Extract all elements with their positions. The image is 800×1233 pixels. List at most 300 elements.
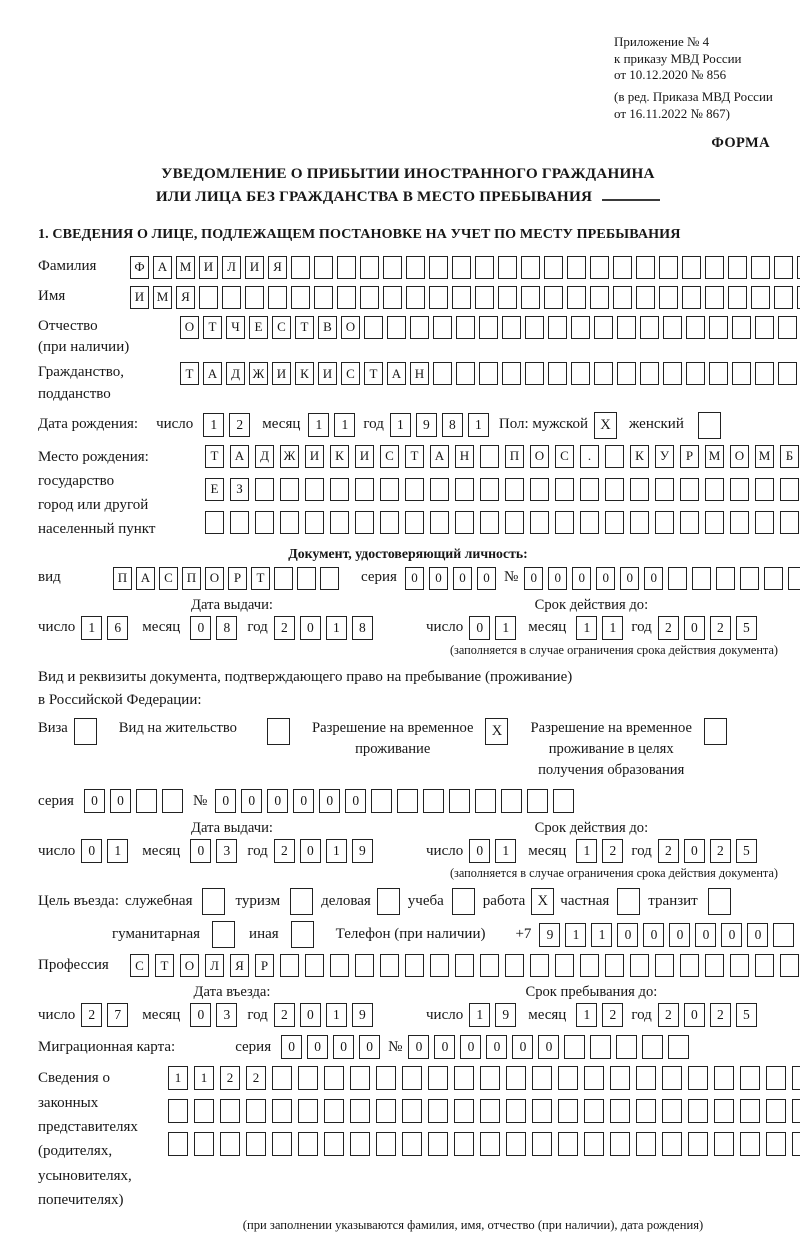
char-box[interactable]: . bbox=[580, 445, 599, 468]
char-box[interactable]: 0 bbox=[215, 789, 236, 813]
char-box[interactable]: 9 bbox=[416, 413, 437, 437]
char-box[interactable] bbox=[590, 256, 609, 279]
char-box[interactable] bbox=[532, 1099, 552, 1123]
char-box[interactable] bbox=[360, 286, 379, 309]
char-box[interactable] bbox=[405, 954, 424, 977]
char-box[interactable] bbox=[452, 256, 471, 279]
char-box[interactable] bbox=[680, 954, 699, 977]
char-box[interactable]: С bbox=[555, 445, 574, 468]
char-box[interactable]: 0 bbox=[617, 923, 638, 947]
char-box[interactable] bbox=[716, 567, 735, 590]
char-box[interactable]: 0 bbox=[596, 567, 615, 590]
char-box[interactable] bbox=[610, 1066, 630, 1090]
char-box[interactable]: 0 bbox=[524, 567, 543, 590]
char-box[interactable] bbox=[584, 1099, 604, 1123]
char-box[interactable] bbox=[755, 511, 774, 534]
char-box[interactable]: 0 bbox=[477, 567, 496, 590]
char-box[interactable]: О bbox=[180, 954, 199, 977]
checkbox[interactable] bbox=[452, 888, 475, 915]
checkbox[interactable] bbox=[74, 718, 97, 745]
char-box[interactable] bbox=[230, 511, 249, 534]
char-box[interactable] bbox=[571, 362, 590, 385]
char-box[interactable] bbox=[558, 1066, 578, 1090]
char-box[interactable]: 2 bbox=[602, 839, 623, 863]
char-box[interactable] bbox=[162, 789, 183, 813]
char-box[interactable] bbox=[714, 1066, 734, 1090]
char-box[interactable]: 3 bbox=[216, 1003, 237, 1027]
char-box[interactable] bbox=[617, 362, 636, 385]
char-box[interactable]: 0 bbox=[695, 923, 716, 947]
char-box[interactable]: 0 bbox=[643, 923, 664, 947]
char-box[interactable]: Ж bbox=[280, 445, 299, 468]
char-box[interactable] bbox=[714, 1099, 734, 1123]
char-box[interactable]: 9 bbox=[352, 839, 373, 863]
char-box[interactable]: Т bbox=[295, 316, 314, 339]
char-box[interactable]: П bbox=[182, 567, 201, 590]
char-box[interactable] bbox=[364, 316, 383, 339]
char-box[interactable]: 5 bbox=[736, 839, 757, 863]
checkbox[interactable] bbox=[202, 888, 225, 915]
char-box[interactable]: 1 bbox=[81, 616, 102, 640]
char-box[interactable] bbox=[337, 286, 356, 309]
char-box[interactable] bbox=[480, 478, 499, 501]
char-box[interactable] bbox=[616, 1035, 637, 1059]
char-box[interactable] bbox=[594, 362, 613, 385]
char-box[interactable]: 1 bbox=[591, 923, 612, 947]
char-box[interactable]: Р bbox=[680, 445, 699, 468]
char-box[interactable]: 0 bbox=[684, 839, 705, 863]
char-box[interactable]: Н bbox=[410, 362, 429, 385]
char-box[interactable] bbox=[387, 316, 406, 339]
char-box[interactable] bbox=[659, 286, 678, 309]
char-box[interactable]: 2 bbox=[274, 616, 295, 640]
char-box[interactable]: А bbox=[387, 362, 406, 385]
char-box[interactable] bbox=[636, 1099, 656, 1123]
char-box[interactable]: 0 bbox=[469, 616, 490, 640]
char-box[interactable] bbox=[479, 362, 498, 385]
char-box[interactable]: 0 bbox=[110, 789, 131, 813]
char-box[interactable] bbox=[766, 1099, 786, 1123]
char-box[interactable] bbox=[705, 511, 724, 534]
char-box[interactable] bbox=[430, 478, 449, 501]
char-box[interactable] bbox=[454, 1099, 474, 1123]
char-box[interactable]: 0 bbox=[429, 567, 448, 590]
char-box[interactable]: И bbox=[355, 445, 374, 468]
char-box[interactable] bbox=[780, 511, 799, 534]
char-box[interactable] bbox=[640, 316, 659, 339]
char-box[interactable] bbox=[530, 511, 549, 534]
char-box[interactable] bbox=[255, 511, 274, 534]
char-box[interactable] bbox=[272, 1099, 292, 1123]
char-box[interactable] bbox=[558, 1132, 578, 1156]
char-box[interactable]: 2 bbox=[229, 413, 250, 437]
char-box[interactable] bbox=[168, 1099, 188, 1123]
char-box[interactable]: 0 bbox=[684, 616, 705, 640]
char-box[interactable]: Л bbox=[205, 954, 224, 977]
char-box[interactable]: 2 bbox=[658, 839, 679, 863]
char-box[interactable] bbox=[617, 316, 636, 339]
char-box[interactable]: О bbox=[530, 445, 549, 468]
char-box[interactable] bbox=[714, 1132, 734, 1156]
char-box[interactable] bbox=[371, 789, 392, 813]
char-box[interactable] bbox=[501, 789, 522, 813]
char-box[interactable]: О bbox=[341, 316, 360, 339]
char-box[interactable] bbox=[732, 316, 751, 339]
char-box[interactable]: 0 bbox=[548, 567, 567, 590]
checkbox[interactable] bbox=[708, 888, 731, 915]
char-box[interactable] bbox=[530, 954, 549, 977]
char-box[interactable]: 5 bbox=[736, 616, 757, 640]
char-box[interactable] bbox=[480, 1099, 500, 1123]
char-box[interactable] bbox=[610, 1099, 630, 1123]
char-box[interactable]: Я bbox=[230, 954, 249, 977]
char-box[interactable]: 2 bbox=[81, 1003, 102, 1027]
char-box[interactable] bbox=[605, 445, 624, 468]
char-box[interactable]: П bbox=[113, 567, 132, 590]
char-box[interactable] bbox=[291, 256, 310, 279]
char-box[interactable]: 2 bbox=[658, 1003, 679, 1027]
char-box[interactable]: Я bbox=[268, 256, 287, 279]
char-box[interactable] bbox=[792, 1099, 800, 1123]
char-box[interactable] bbox=[751, 256, 770, 279]
char-box[interactable] bbox=[630, 954, 649, 977]
char-box[interactable] bbox=[360, 256, 379, 279]
char-box[interactable]: 0 bbox=[669, 923, 690, 947]
char-box[interactable] bbox=[688, 1066, 708, 1090]
char-box[interactable] bbox=[553, 789, 574, 813]
char-box[interactable] bbox=[594, 316, 613, 339]
char-box[interactable] bbox=[548, 316, 567, 339]
char-box[interactable] bbox=[456, 362, 475, 385]
char-box[interactable] bbox=[222, 286, 241, 309]
char-box[interactable]: 1 bbox=[326, 616, 347, 640]
char-box[interactable]: 0 bbox=[300, 616, 321, 640]
checkbox[interactable]: X bbox=[485, 718, 508, 745]
char-box[interactable]: 2 bbox=[710, 616, 731, 640]
char-box[interactable]: М bbox=[705, 445, 724, 468]
char-box[interactable] bbox=[580, 478, 599, 501]
char-box[interactable]: 9 bbox=[352, 1003, 373, 1027]
char-box[interactable] bbox=[655, 478, 674, 501]
char-box[interactable] bbox=[636, 1066, 656, 1090]
char-box[interactable] bbox=[246, 1099, 266, 1123]
char-box[interactable] bbox=[636, 256, 655, 279]
char-box[interactable] bbox=[688, 1099, 708, 1123]
char-box[interactable]: Т bbox=[155, 954, 174, 977]
char-box[interactable] bbox=[402, 1132, 422, 1156]
char-box[interactable]: 9 bbox=[495, 1003, 516, 1027]
char-box[interactable] bbox=[376, 1132, 396, 1156]
char-box[interactable] bbox=[555, 478, 574, 501]
char-box[interactable]: З bbox=[230, 478, 249, 501]
char-box[interactable]: 0 bbox=[359, 1035, 380, 1059]
char-box[interactable] bbox=[350, 1099, 370, 1123]
char-box[interactable]: 0 bbox=[84, 789, 105, 813]
char-box[interactable]: 0 bbox=[190, 839, 211, 863]
char-box[interactable]: 1 bbox=[468, 413, 489, 437]
char-box[interactable]: И bbox=[318, 362, 337, 385]
char-box[interactable] bbox=[376, 1099, 396, 1123]
char-box[interactable] bbox=[662, 1099, 682, 1123]
char-box[interactable] bbox=[521, 286, 540, 309]
char-box[interactable]: А bbox=[153, 256, 172, 279]
char-box[interactable] bbox=[751, 286, 770, 309]
char-box[interactable] bbox=[655, 511, 674, 534]
char-box[interactable] bbox=[136, 789, 157, 813]
char-box[interactable] bbox=[305, 954, 324, 977]
char-box[interactable]: С bbox=[380, 445, 399, 468]
char-box[interactable]: О bbox=[180, 316, 199, 339]
char-box[interactable]: 1 bbox=[168, 1066, 188, 1090]
char-box[interactable] bbox=[479, 316, 498, 339]
char-box[interactable]: 0 bbox=[512, 1035, 533, 1059]
char-box[interactable]: Ф bbox=[130, 256, 149, 279]
char-box[interactable]: 0 bbox=[267, 789, 288, 813]
char-box[interactable] bbox=[544, 256, 563, 279]
char-box[interactable]: С bbox=[272, 316, 291, 339]
char-box[interactable]: Б bbox=[780, 445, 799, 468]
char-box[interactable] bbox=[505, 478, 524, 501]
char-box[interactable] bbox=[305, 511, 324, 534]
char-box[interactable]: Т bbox=[203, 316, 222, 339]
char-box[interactable]: Д bbox=[226, 362, 245, 385]
char-box[interactable]: 1 bbox=[576, 1003, 597, 1027]
char-box[interactable] bbox=[774, 286, 793, 309]
char-box[interactable]: 0 bbox=[405, 567, 424, 590]
char-box[interactable] bbox=[405, 478, 424, 501]
char-box[interactable] bbox=[705, 478, 724, 501]
char-box[interactable] bbox=[610, 1132, 630, 1156]
char-box[interactable]: Л bbox=[222, 256, 241, 279]
char-box[interactable] bbox=[571, 316, 590, 339]
char-box[interactable] bbox=[764, 567, 783, 590]
char-box[interactable] bbox=[324, 1099, 344, 1123]
char-box[interactable] bbox=[682, 256, 701, 279]
char-box[interactable] bbox=[428, 1066, 448, 1090]
char-box[interactable] bbox=[584, 1066, 604, 1090]
char-box[interactable]: 0 bbox=[190, 1003, 211, 1027]
char-box[interactable]: 8 bbox=[216, 616, 237, 640]
char-box[interactable]: 0 bbox=[644, 567, 663, 590]
char-box[interactable]: 0 bbox=[434, 1035, 455, 1059]
char-box[interactable] bbox=[475, 256, 494, 279]
char-box[interactable] bbox=[564, 1035, 585, 1059]
char-box[interactable]: 5 bbox=[736, 1003, 757, 1027]
char-box[interactable] bbox=[613, 286, 632, 309]
char-box[interactable]: 3 bbox=[216, 839, 237, 863]
char-box[interactable] bbox=[423, 789, 444, 813]
char-box[interactable] bbox=[314, 256, 333, 279]
char-box[interactable] bbox=[454, 1066, 474, 1090]
char-box[interactable]: К bbox=[295, 362, 314, 385]
char-box[interactable] bbox=[525, 362, 544, 385]
char-box[interactable] bbox=[780, 478, 799, 501]
char-box[interactable]: 2 bbox=[274, 1003, 295, 1027]
checkbox[interactable] bbox=[704, 718, 727, 745]
char-box[interactable] bbox=[430, 954, 449, 977]
char-box[interactable] bbox=[168, 1132, 188, 1156]
char-box[interactable]: 0 bbox=[747, 923, 768, 947]
char-box[interactable]: 9 bbox=[539, 923, 560, 947]
char-box[interactable] bbox=[774, 256, 793, 279]
char-box[interactable] bbox=[506, 1132, 526, 1156]
char-box[interactable] bbox=[330, 478, 349, 501]
char-box[interactable]: 2 bbox=[710, 839, 731, 863]
char-box[interactable]: 0 bbox=[300, 839, 321, 863]
char-box[interactable]: 2 bbox=[710, 1003, 731, 1027]
char-box[interactable]: У bbox=[655, 445, 674, 468]
char-box[interactable] bbox=[480, 954, 499, 977]
char-box[interactable]: Е bbox=[249, 316, 268, 339]
char-box[interactable] bbox=[502, 362, 521, 385]
char-box[interactable]: 0 bbox=[460, 1035, 481, 1059]
char-box[interactable] bbox=[686, 362, 705, 385]
checkbox[interactable] bbox=[698, 412, 721, 439]
checkbox[interactable]: X bbox=[531, 888, 554, 915]
checkbox[interactable] bbox=[290, 888, 313, 915]
char-box[interactable]: Ж bbox=[249, 362, 268, 385]
char-box[interactable]: М bbox=[755, 445, 774, 468]
char-box[interactable] bbox=[636, 286, 655, 309]
char-box[interactable] bbox=[680, 511, 699, 534]
char-box[interactable] bbox=[383, 286, 402, 309]
char-box[interactable]: 1 bbox=[495, 839, 516, 863]
char-box[interactable]: И bbox=[199, 256, 218, 279]
char-box[interactable] bbox=[766, 1132, 786, 1156]
char-box[interactable]: С bbox=[130, 954, 149, 977]
char-box[interactable] bbox=[755, 954, 774, 977]
char-box[interactable] bbox=[428, 1132, 448, 1156]
char-box[interactable] bbox=[740, 1132, 760, 1156]
char-box[interactable]: 0 bbox=[408, 1035, 429, 1059]
char-box[interactable]: Р bbox=[228, 567, 247, 590]
char-box[interactable] bbox=[755, 478, 774, 501]
char-box[interactable] bbox=[380, 954, 399, 977]
char-box[interactable] bbox=[480, 445, 499, 468]
char-box[interactable] bbox=[668, 567, 687, 590]
char-box[interactable] bbox=[766, 1066, 786, 1090]
char-box[interactable] bbox=[274, 567, 293, 590]
char-box[interactable] bbox=[449, 789, 470, 813]
char-box[interactable]: 0 bbox=[307, 1035, 328, 1059]
char-box[interactable] bbox=[755, 362, 774, 385]
char-box[interactable] bbox=[456, 316, 475, 339]
char-box[interactable]: К bbox=[630, 445, 649, 468]
char-box[interactable] bbox=[305, 478, 324, 501]
char-box[interactable] bbox=[580, 511, 599, 534]
char-box[interactable] bbox=[337, 256, 356, 279]
char-box[interactable] bbox=[730, 511, 749, 534]
char-box[interactable] bbox=[590, 286, 609, 309]
char-box[interactable]: 0 bbox=[300, 1003, 321, 1027]
char-box[interactable]: О bbox=[730, 445, 749, 468]
char-box[interactable] bbox=[792, 1066, 800, 1090]
char-box[interactable] bbox=[402, 1099, 422, 1123]
char-box[interactable] bbox=[605, 954, 624, 977]
char-box[interactable] bbox=[298, 1066, 318, 1090]
char-box[interactable]: 2 bbox=[274, 839, 295, 863]
char-box[interactable] bbox=[567, 256, 586, 279]
char-box[interactable]: К bbox=[330, 445, 349, 468]
char-box[interactable] bbox=[682, 286, 701, 309]
char-box[interactable] bbox=[527, 789, 548, 813]
char-box[interactable]: 0 bbox=[620, 567, 639, 590]
char-box[interactable]: 1 bbox=[203, 413, 224, 437]
char-box[interactable] bbox=[709, 362, 728, 385]
char-box[interactable] bbox=[298, 1132, 318, 1156]
char-box[interactable] bbox=[755, 316, 774, 339]
char-box[interactable] bbox=[740, 567, 759, 590]
checkbox[interactable] bbox=[291, 921, 314, 948]
char-box[interactable]: И bbox=[272, 362, 291, 385]
char-box[interactable]: В bbox=[318, 316, 337, 339]
char-box[interactable] bbox=[297, 567, 316, 590]
char-box[interactable]: Ч bbox=[226, 316, 245, 339]
char-box[interactable] bbox=[705, 286, 724, 309]
char-box[interactable]: Т bbox=[364, 362, 383, 385]
char-box[interactable] bbox=[580, 954, 599, 977]
char-box[interactable] bbox=[280, 954, 299, 977]
char-box[interactable] bbox=[220, 1132, 240, 1156]
char-box[interactable] bbox=[613, 256, 632, 279]
checkbox[interactable] bbox=[617, 888, 640, 915]
char-box[interactable]: 0 bbox=[345, 789, 366, 813]
char-box[interactable] bbox=[521, 256, 540, 279]
char-box[interactable] bbox=[433, 316, 452, 339]
char-box[interactable] bbox=[291, 286, 310, 309]
char-box[interactable]: С bbox=[341, 362, 360, 385]
char-box[interactable] bbox=[530, 478, 549, 501]
char-box[interactable] bbox=[705, 954, 724, 977]
char-box[interactable] bbox=[505, 954, 524, 977]
char-box[interactable] bbox=[194, 1099, 214, 1123]
char-box[interactable] bbox=[663, 316, 682, 339]
char-box[interactable]: 1 bbox=[576, 839, 597, 863]
char-box[interactable] bbox=[740, 1099, 760, 1123]
char-box[interactable] bbox=[730, 954, 749, 977]
char-box[interactable]: Т bbox=[405, 445, 424, 468]
char-box[interactable] bbox=[455, 478, 474, 501]
char-box[interactable] bbox=[194, 1132, 214, 1156]
char-box[interactable] bbox=[475, 789, 496, 813]
char-box[interactable] bbox=[376, 1066, 396, 1090]
char-box[interactable] bbox=[406, 256, 425, 279]
char-box[interactable]: 1 bbox=[390, 413, 411, 437]
char-box[interactable] bbox=[630, 478, 649, 501]
checkbox[interactable]: X bbox=[594, 412, 617, 439]
char-box[interactable] bbox=[397, 789, 418, 813]
char-box[interactable]: 0 bbox=[572, 567, 591, 590]
char-box[interactable] bbox=[199, 286, 218, 309]
char-box[interactable] bbox=[630, 511, 649, 534]
char-box[interactable] bbox=[280, 511, 299, 534]
char-box[interactable] bbox=[778, 316, 797, 339]
char-box[interactable]: 1 bbox=[576, 616, 597, 640]
char-box[interactable]: 2 bbox=[220, 1066, 240, 1090]
char-box[interactable] bbox=[355, 954, 374, 977]
char-box[interactable] bbox=[655, 954, 674, 977]
char-box[interactable] bbox=[709, 316, 728, 339]
char-box[interactable]: 1 bbox=[495, 616, 516, 640]
char-box[interactable] bbox=[567, 286, 586, 309]
char-box[interactable]: 2 bbox=[602, 1003, 623, 1027]
char-box[interactable] bbox=[792, 1132, 800, 1156]
char-box[interactable]: М bbox=[176, 256, 195, 279]
char-box[interactable]: 1 bbox=[334, 413, 355, 437]
char-box[interactable] bbox=[692, 567, 711, 590]
char-box[interactable] bbox=[605, 478, 624, 501]
char-box[interactable] bbox=[268, 286, 287, 309]
